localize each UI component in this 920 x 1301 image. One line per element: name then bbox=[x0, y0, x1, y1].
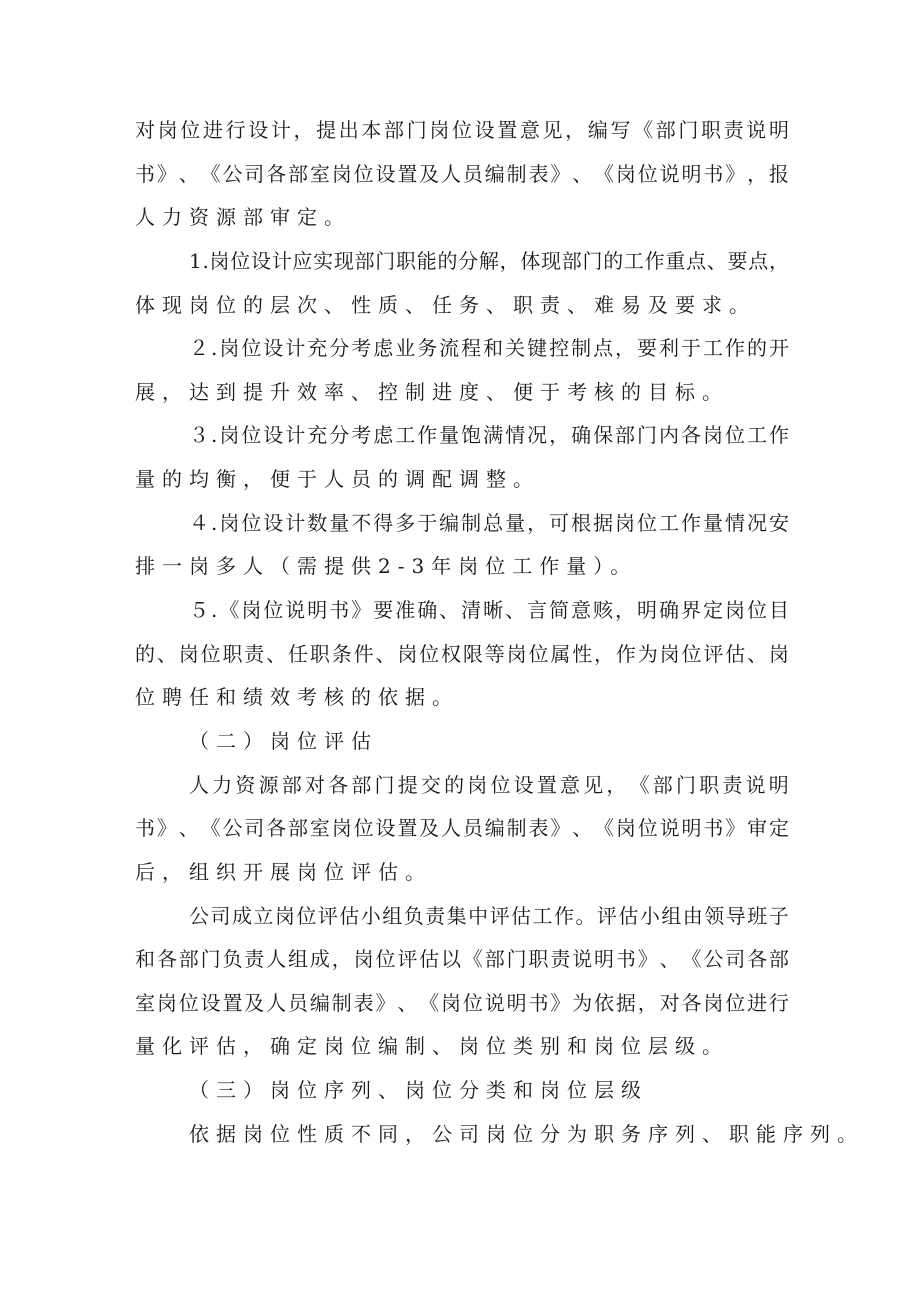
text-line: 量化评估，确定岗位编制、岗位类别和岗位层级。 bbox=[135, 1034, 729, 1059]
list-item-4 bbox=[135, 502, 789, 589]
text-line: ３ . 岗 位 设 计 充 分 考 虑 工 作 量 饱 满 情 况 ， 确 保 部 门 内 各 岗 位 工 作 bbox=[189, 423, 789, 448]
text-line: 的 、 岗 位 职 责 、 任 职 条 件 、 岗 位 权 限 等 岗 位 属 性 ， 作 为 岗 位 评 估 、 岗 bbox=[135, 641, 789, 666]
text-line: 1 . 岗 位 设 计 应 实 现 部 门 职 能 的 分 解 ， 体 现 部 门 的 工 作 重 点 、 要 点 ， bbox=[189, 248, 789, 273]
section-heading: （三）岗位序列、岗位分类和岗位层级 bbox=[189, 1078, 648, 1103]
document-body bbox=[135, 109, 864, 1156]
text-line: 量的均衡，便于人员的调配调整。 bbox=[135, 467, 540, 492]
text-line: 公 司 成 立 岗 位 评 估 小 组 负 责 集 中 评 估 工 作 。 评 估 小 组 由 领 导 班 子 bbox=[189, 903, 789, 928]
text-line: 展，达到提升效率、控制进度、便于考核的目标。 bbox=[135, 379, 729, 404]
paragraph-evaluation-group bbox=[135, 895, 789, 1070]
text-line: 书 》 、 《 公 司 各 部 室 岗 位 设 置 及 人 员 编 制 表 》 、 《 岗 位 说 明 书 》 ， 报 bbox=[135, 161, 789, 186]
paragraph-hr-review bbox=[135, 764, 789, 895]
text-line: 室 岗 位 设 置 及 人 员 编 制 表 》 、 《 岗 位 说 明 书 》 为 依 据 ， 对 各 岗 位 进 行 bbox=[135, 990, 789, 1015]
paragraph-position-sequences bbox=[135, 1113, 864, 1157]
paragraph-continuation bbox=[135, 109, 789, 240]
text-line: ２ . 岗 位 设 计 充 分 考 虑 业 务 流 程 和 关 键 控 制 点 ， 要 利 于 工 作 的 开 bbox=[189, 336, 789, 361]
list-item-3 bbox=[135, 414, 789, 501]
text-line: 和 各 部 门 负 责 人 组 成 ， 岗 位 评 估 以 《 部 门 职 责 说 明 书 》 、 《 公 司 各 部 bbox=[135, 947, 789, 972]
text-line: 人 力 资 源 部 对 各 部 门 提 交 的 岗 位 设 置 意 见 ， 《 部 门 职 责 说 明 bbox=[189, 772, 789, 797]
text-line: ４ . 岗 位 设 计 数 量 不 得 多 于 编 制 总 量 ， 可 根 据 岗 位 工 作 量 情 况 安 bbox=[189, 510, 789, 535]
section-heading-2 bbox=[135, 720, 789, 764]
text-line: 后，组织开展岗位评估。 bbox=[135, 859, 432, 884]
text-line: 对 岗 位 进 行 设 计 ， 提 出 本 部 门 岗 位 设 置 意 见 ， 编 写 《 部 门 职 责 说 明 bbox=[135, 118, 789, 142]
text-line: 体现岗位的层次、性质、任务、职责、难易及要求。 bbox=[135, 292, 756, 317]
list-item-2 bbox=[135, 327, 789, 414]
text-line: 人力资源部审定。 bbox=[135, 205, 351, 230]
section-heading-3 bbox=[135, 1069, 789, 1113]
list-item-5 bbox=[135, 589, 789, 720]
text-line: 书 》 、 《 公 司 各 部 室 岗 位 设 置 及 人 员 编 制 表 》 、 《 岗 位 说 明 书 》 审 定 bbox=[135, 816, 789, 841]
text-line: 位聘任和绩效考核的依据。 bbox=[135, 685, 459, 710]
text-line: ５ . 《 岗 位 说 明 书 》 要 准 确 、 清 晰 、 言 简 意 赅 ， 明 确 界 定 岗 位 目 bbox=[189, 598, 789, 623]
list-item-1 bbox=[135, 240, 789, 327]
text-line: 排一岗多人（需提供2-3年岗位工作量）。 bbox=[135, 554, 638, 579]
text-line: 依据岗位性质不同，公司岗位分为职务序列、职能序列。 bbox=[189, 1121, 864, 1146]
section-heading: （二）岗位评估 bbox=[189, 728, 378, 753]
